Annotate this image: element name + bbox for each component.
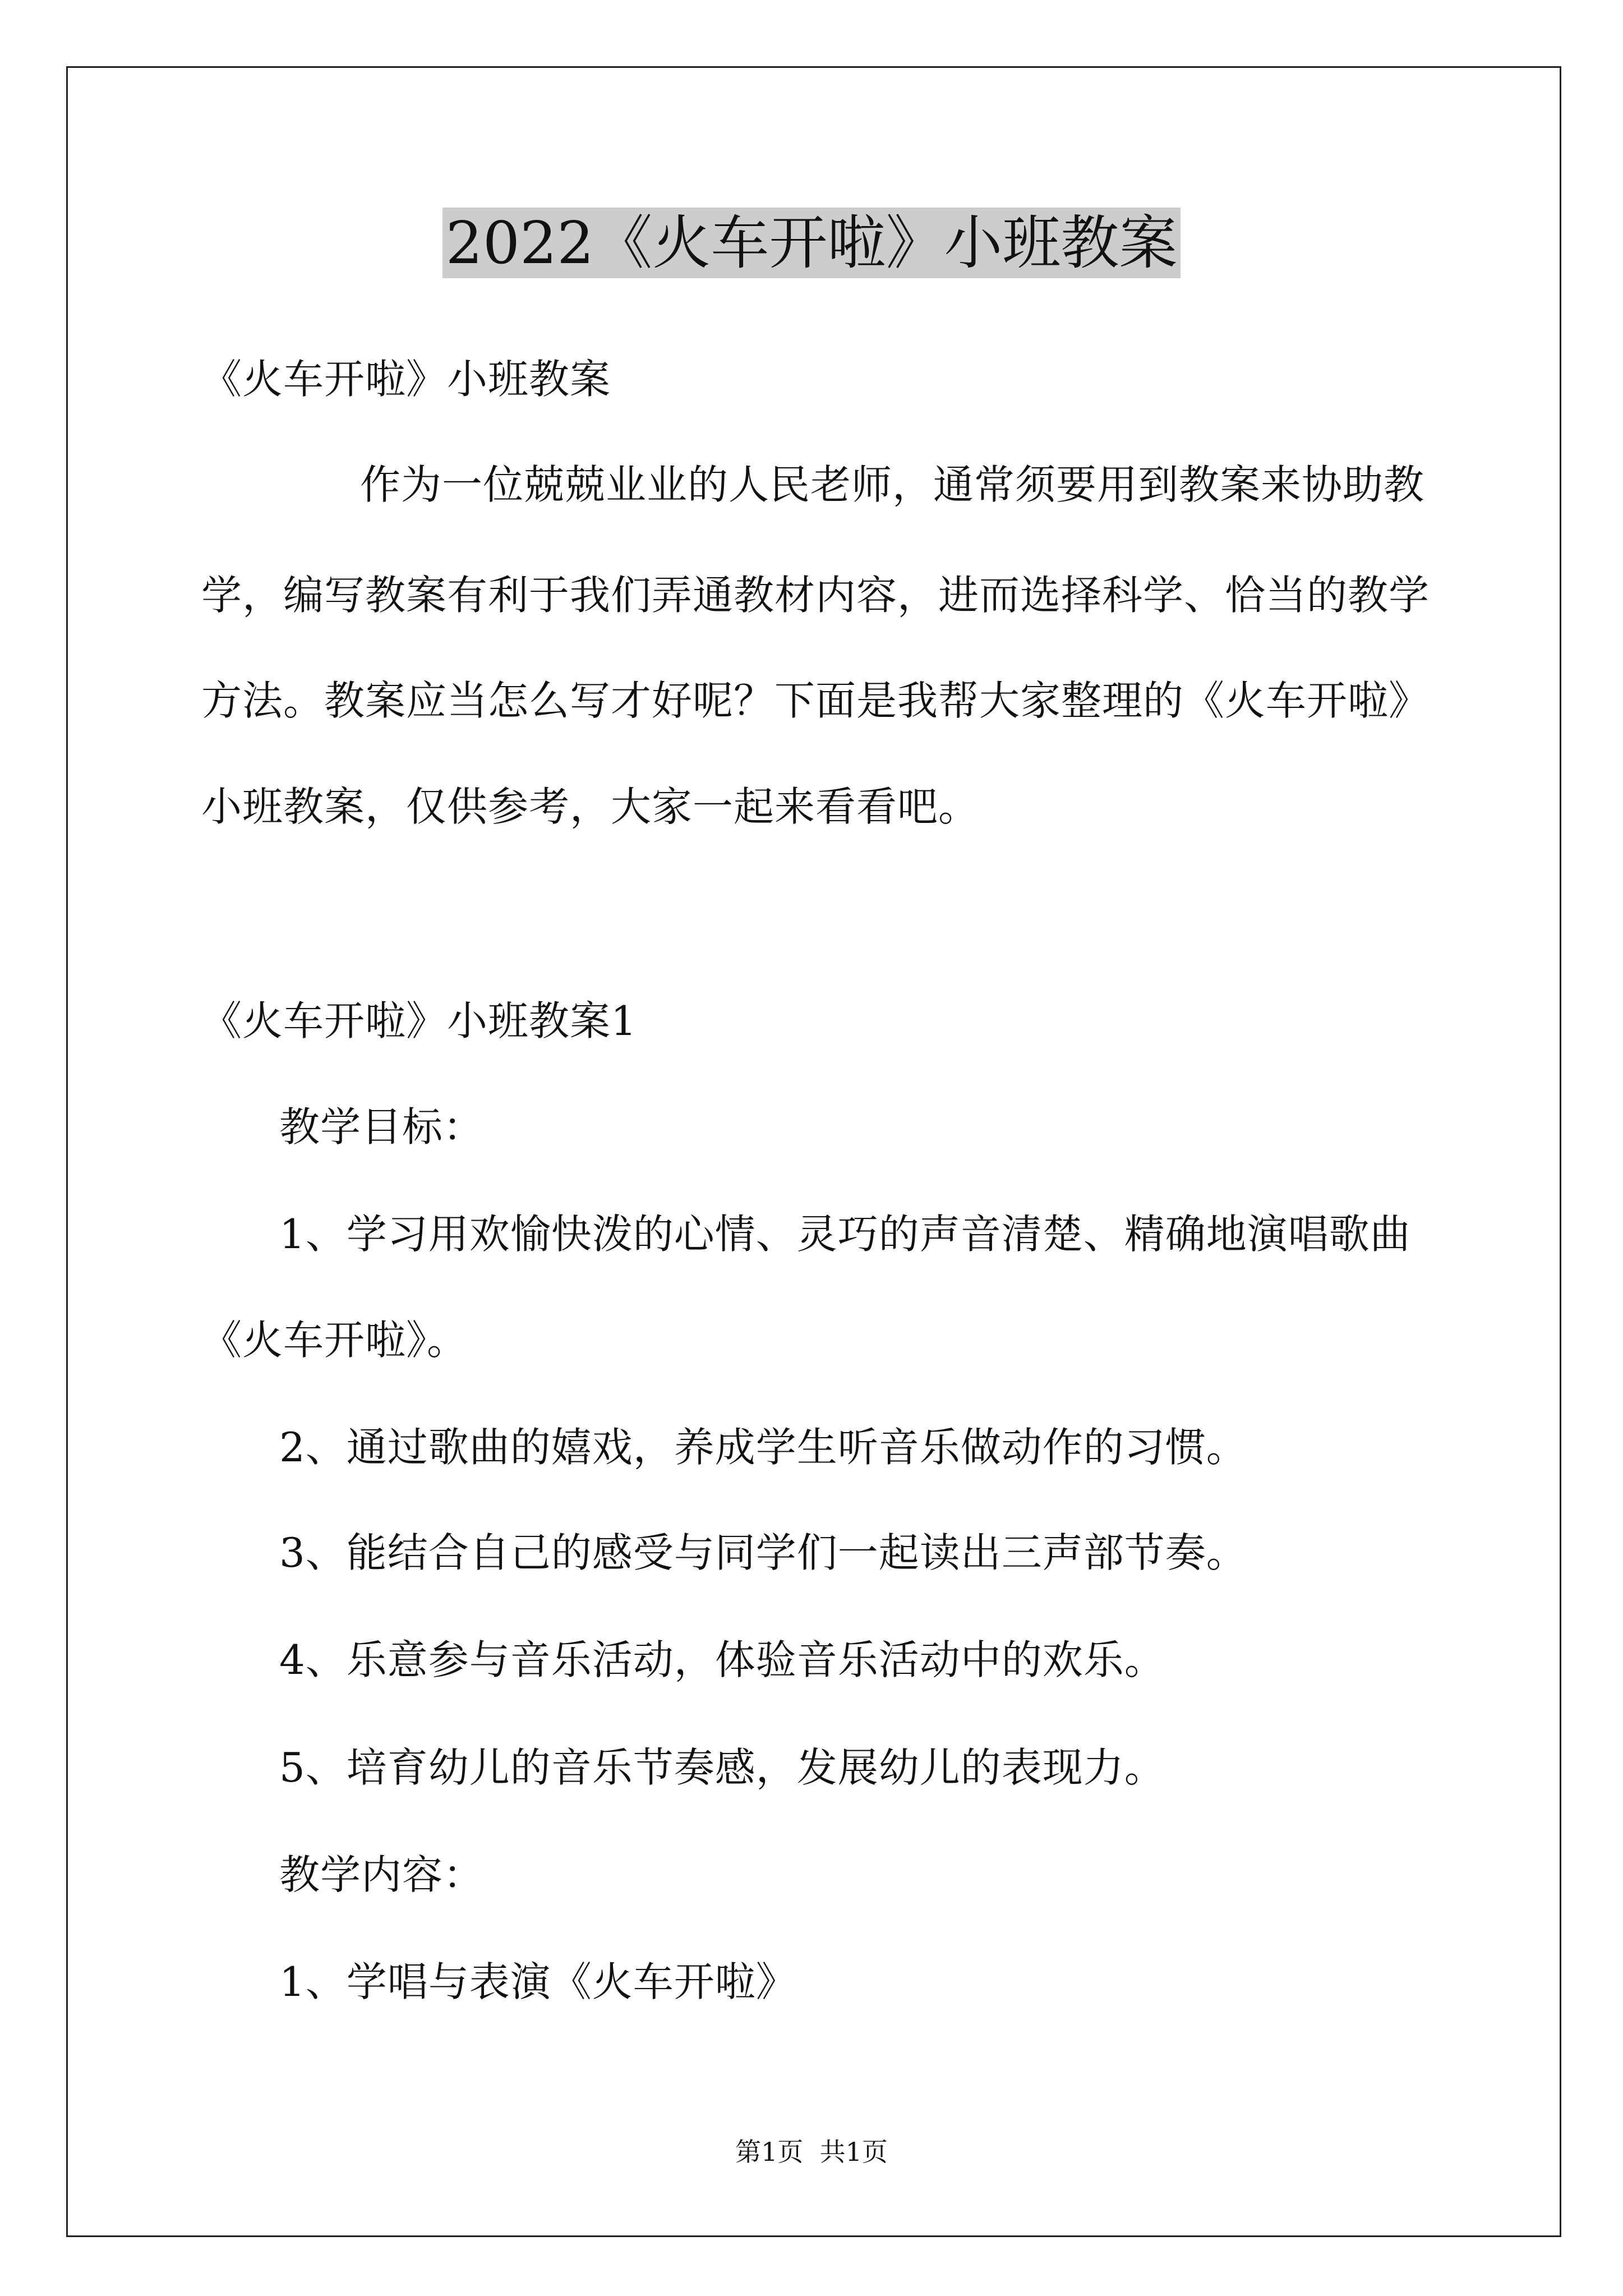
section-heading: 《火车开啦》小班教案1	[201, 997, 637, 1045]
document-title	[0, 208, 1623, 278]
objective-item: 5、培育幼儿的音乐节奏感，发展幼儿的表现力。	[279, 1744, 1165, 1791]
intro-line: 学，编写教案有利于我们弄通教材内容，进而选择科学、恰当的教学	[201, 572, 1430, 619]
page-number-footer: 第1页 共1页	[735, 2137, 888, 2167]
content-label: 教学内容：	[279, 1851, 485, 1898]
content-item: 1、学唱与表演《火车开啦》	[279, 1958, 797, 2005]
objective-item: 2、通过歌曲的嬉戏，养成学生听音乐做动作的习惯。	[279, 1424, 1247, 1471]
intro-line: 方法。教案应当怎么写才好呢？下面是我帮大家整理的《火车开啦》	[201, 677, 1430, 724]
objective-item: 4、乐意参与音乐活动，体验音乐活动中的欢乐。	[279, 1636, 1165, 1683]
document-title-text: 2022《火车开啦》小班教案	[442, 208, 1181, 278]
objective-item: 3、能结合自己的感受与同学们一起读出三声部节奏。	[279, 1529, 1247, 1576]
intro-line: 小班教案，仅供参考，大家一起来看看吧。	[201, 783, 980, 830]
intro-line: 作为一位兢兢业业的人民老师，通常须要用到教案来协助教	[360, 461, 1425, 508]
objective-item-continuation: 《火车开啦》。	[201, 1317, 468, 1364]
subtitle: 《火车开啦》小班教案	[201, 356, 611, 403]
objective-item: 1、学习用欢愉快泼的心情、灵巧的声音清楚、精确地演唱歌曲	[279, 1211, 1411, 1258]
objectives-label: 教学目标：	[279, 1103, 485, 1151]
